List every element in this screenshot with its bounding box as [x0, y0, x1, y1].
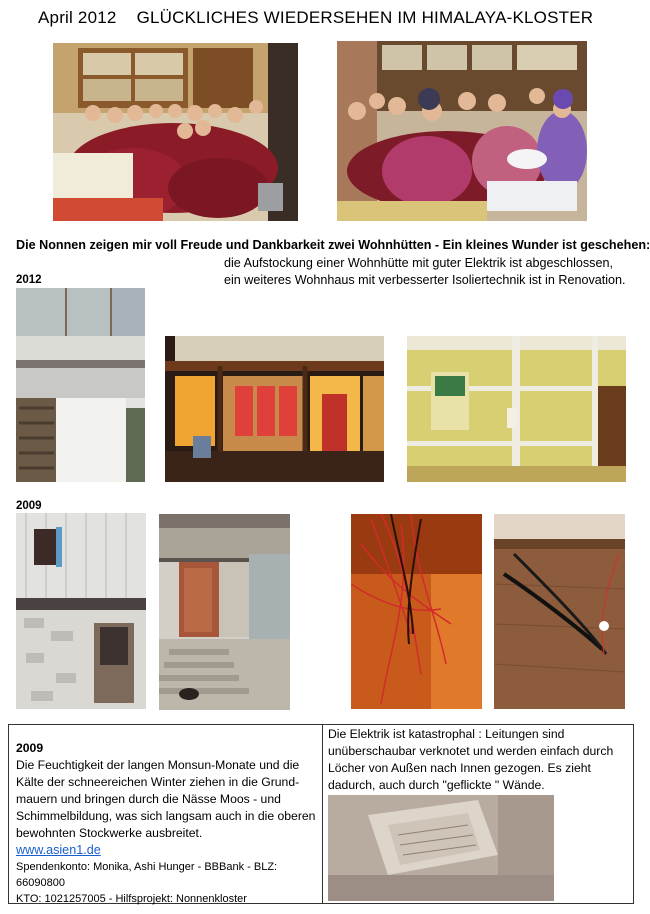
bottom-right-paragraph: Die Elektrik ist katastrophal : Leitungen sind unüberschaubar verknotet und werden einfach durch Löcher von Außen nach Innen gezogen. Es zieht dadurch, auch durch "geflickte " Wände.: [328, 727, 614, 792]
title-date: April 2012: [38, 8, 117, 27]
account-line-2: KTO: 1021257005 - Hilfsprojekt: Nonnenkloster: [16, 893, 247, 905]
year-label-2012: 2012: [16, 274, 42, 286]
photo-2012-hut-exterior: [16, 288, 145, 482]
photo-2009-building-steps: [159, 514, 290, 710]
bottom-left-paragraph: Die Feuchtigkeit der langen Monsun-Monate und die Kälte der schneereichen Winter ziehen in die Grund-mauern und bringen durch die Nässe Moos - und Schimmelbildung, was sich langsam auch in die oberen bewohnten Stockwerke ausbreitet.: [16, 758, 316, 840]
photo-2009-black-cable: [494, 514, 625, 709]
photo-2012-room-interior: [407, 336, 626, 482]
bottom-left-year: 2009: [16, 741, 44, 755]
photo-2009-stone-house: [16, 513, 146, 709]
title-headline: GLÜCKLICHES WIEDERSEHEN IM HIMALAYA-KLOSTER: [136, 8, 594, 27]
page-title: [38, 8, 593, 28]
photo-2012-hut-night: [165, 336, 384, 482]
website-link[interactable]: www.asien1.de: [16, 843, 101, 857]
intro-line-3: ein weiteres Wohnhaus mit verbesserter Isoliertechnik ist in Renovation.: [224, 273, 626, 287]
photo-2009-tangled-wires: [351, 514, 482, 709]
intro-line-2: die Aufstockung einer Wohnhütte mit guter Elektrik ist abgeschlossen,: [224, 256, 613, 270]
photo-nuns-group-1: [53, 43, 298, 221]
intro-headline: Die Nonnen zeigen mir voll Freude und Dankbarkeit zwei Wohnhütten - Ein kleines Wunder ist geschehen:: [16, 238, 650, 252]
bottom-left-text-block: [16, 740, 316, 907]
photo-nuns-group-2: [337, 41, 587, 221]
year-label-2009: 2009: [16, 500, 42, 512]
account-line-1: Spendenkonto: Monika, Ashi Hunger - BBBank - BLZ: 66090800: [16, 861, 278, 889]
bottom-box-divider: [322, 724, 323, 904]
photo-patched-wall: [328, 795, 554, 901]
